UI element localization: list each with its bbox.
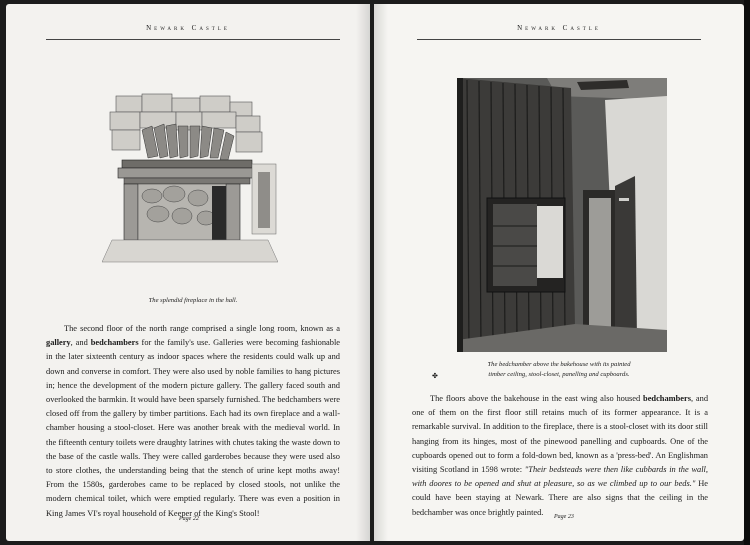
scan-edge: [744, 0, 750, 545]
fireplace-illustration: [102, 86, 278, 264]
historical-quote: "Their bedsteads were then like cubbards in the wall, with doores to be opened and shut at pleasure, so as we climbed up to our beds.": [412, 465, 708, 489]
body-text-segment: The second floor of the north range comprised a single long room, known as a: [64, 324, 340, 333]
body-text-segment: for the family's use. Galleries were becoming fashionable in the later sixteenth century as indoor spaces where the residents could walk up and down and converse in comfort. They were also used by noble families to hang pictures in; hence the development of the modern picture gallery. The gallery faced south and overlooked the barmkin. It would have been sparsely furnished. The bedchambers were closed off from the gallery by timber partitions. Each had its own fireplace and a wall-chamber housing a stool-closet. Here was another break with the medieval world. In the fifteenth century toilets were draughty latrines with chutes taking the waste down to the base of the castle walls. They were called garderobes because they were used also to store clothes, the understanding being that the stench of urine kept moths away! From the 1580s, garderobes came to be replaced by closed stools, not unlike the modern chemical toilet, which were emptied regularly. There was even a position in King James VI's royal household of Keeper of the King's Stool!: [46, 338, 341, 518]
caption-line: The bedchamber above the bakehouse with its painted: [487, 361, 631, 368]
ornament-icon: ✤: [432, 372, 438, 380]
gutter-shadow: [374, 4, 388, 541]
page-number: Page 22: [179, 516, 199, 522]
bedchamber-photo: [457, 78, 667, 352]
right-page: [374, 4, 744, 541]
body-text: [412, 392, 708, 520]
caption-line: timber ceiling, stool-closet, panelling and cupboards.: [488, 371, 630, 378]
running-header: Newark Castle: [517, 24, 601, 32]
body-text-segment: The floors above the bakehouse in the east wing also housed: [430, 394, 644, 403]
body-text-segment: , and one of them on the first floor still retains much of its former appearance. It is a remarkable survival. In addition to the fireplace, there is a stool-closet with its door still hanging from its hinges, most of the pinewood panelling and cupboards. One of the cupboards opened out to form a fold-down bed, known as a 'press-bed'. An Englishman visiting Scotland in 1598 wrote:: [412, 394, 709, 475]
figure-caption: The splendid fireplace in the hall.: [148, 297, 238, 304]
body-text-segment: He could have been staying at Newark. There are also signs that the ceiling in the bedchamber was once brightly painted.: [412, 479, 708, 517]
page-number: Page 23: [554, 514, 574, 520]
left-page: [6, 4, 370, 541]
term-bedchambers: bedchambers: [90, 338, 139, 348]
running-header: Newark Castle: [146, 24, 230, 32]
body-text-segment: , and: [70, 338, 91, 348]
gutter-shadow: [356, 4, 370, 541]
photo-caption: [434, 360, 684, 380]
term-bedchambers: bedchambers: [643, 394, 691, 403]
body-text: [46, 322, 340, 521]
header-rule: [46, 39, 340, 40]
header-rule: [417, 39, 701, 40]
term-gallery: gallery: [46, 338, 71, 348]
